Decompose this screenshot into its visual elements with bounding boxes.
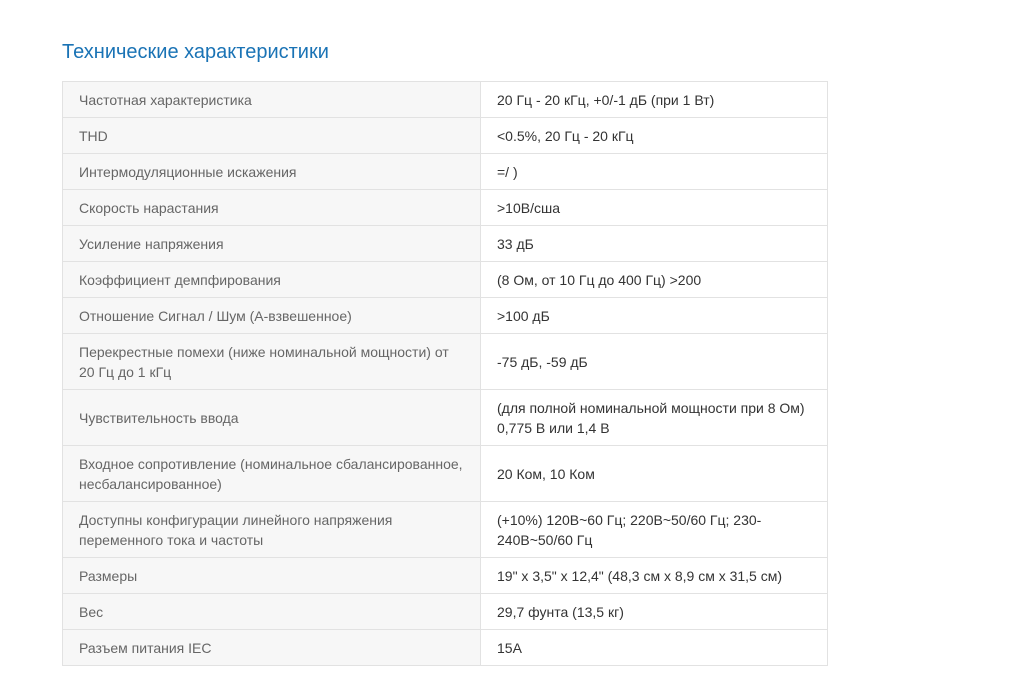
spec-name: Размеры <box>63 558 481 594</box>
table-row <box>63 630 828 666</box>
spec-name: Отношение Сигнал / Шум (A-взвешенное) <box>63 298 481 334</box>
table-row <box>63 334 828 390</box>
spec-value: 20 Ком, 10 Ком <box>481 446 828 502</box>
spec-name: Частотная характеристика <box>63 82 481 118</box>
spec-value: (для полной номинальной мощности при 8 Ом) 0,775 В или 1,4 В <box>481 390 828 446</box>
spec-value: 19" x 3,5" x 12,4" (48,3 см x 8,9 см x 31,5 см) <box>481 558 828 594</box>
spec-value: 29,7 фунта (13,5 кг) <box>481 594 828 630</box>
section-title: Технические характеристики <box>62 41 329 63</box>
table-row <box>63 390 828 446</box>
table-row <box>63 118 828 154</box>
spec-name: THD <box>63 118 481 154</box>
table-row <box>63 154 828 190</box>
spec-value: 33 дБ <box>481 226 828 262</box>
table-row <box>63 594 828 630</box>
spec-value: =/ ) <box>481 154 828 190</box>
spec-value: -75 дБ, -59 дБ <box>481 334 828 390</box>
spec-value: >100 дБ <box>481 298 828 334</box>
specs-table <box>62 81 828 666</box>
spec-name: Усиление напряжения <box>63 226 481 262</box>
spec-name: Вес <box>63 594 481 630</box>
spec-value: >10В/сша <box>481 190 828 226</box>
spec-name: Чувствительность ввода <box>63 390 481 446</box>
spec-value: <0.5%, 20 Гц - 20 кГц <box>481 118 828 154</box>
spec-name: Входное сопротивление (номинальное сбалансированное, несбалансированное) <box>63 446 481 502</box>
spec-value: 15A <box>481 630 828 666</box>
spec-name: Скорость нарастания <box>63 190 481 226</box>
table-row <box>63 558 828 594</box>
table-row <box>63 298 828 334</box>
spec-value: (+10%) 120В~60 Гц; 220В~50/60 Гц; 230-240В~50/60 Гц <box>481 502 828 558</box>
spec-value: (8 Ом, от 10 Гц до 400 Гц) >200 <box>481 262 828 298</box>
table-row <box>63 82 828 118</box>
table-row <box>63 446 828 502</box>
spec-name: Перекрестные помехи (ниже номинальной мощности) от 20 Гц до 1 кГц <box>63 334 481 390</box>
table-row <box>63 226 828 262</box>
table-row <box>63 190 828 226</box>
spec-name: Коэффициент демпфирования <box>63 262 481 298</box>
table-row <box>63 502 828 558</box>
spec-value: 20 Гц - 20 кГц, +0/-1 дБ (при 1 Вт) <box>481 82 828 118</box>
table-row <box>63 262 828 298</box>
spec-name: Интермодуляционные искажения <box>63 154 481 190</box>
spec-name: Разъем питания IEC <box>63 630 481 666</box>
spec-name: Доступны конфигурации линейного напряжения переменного тока и частоты <box>63 502 481 558</box>
